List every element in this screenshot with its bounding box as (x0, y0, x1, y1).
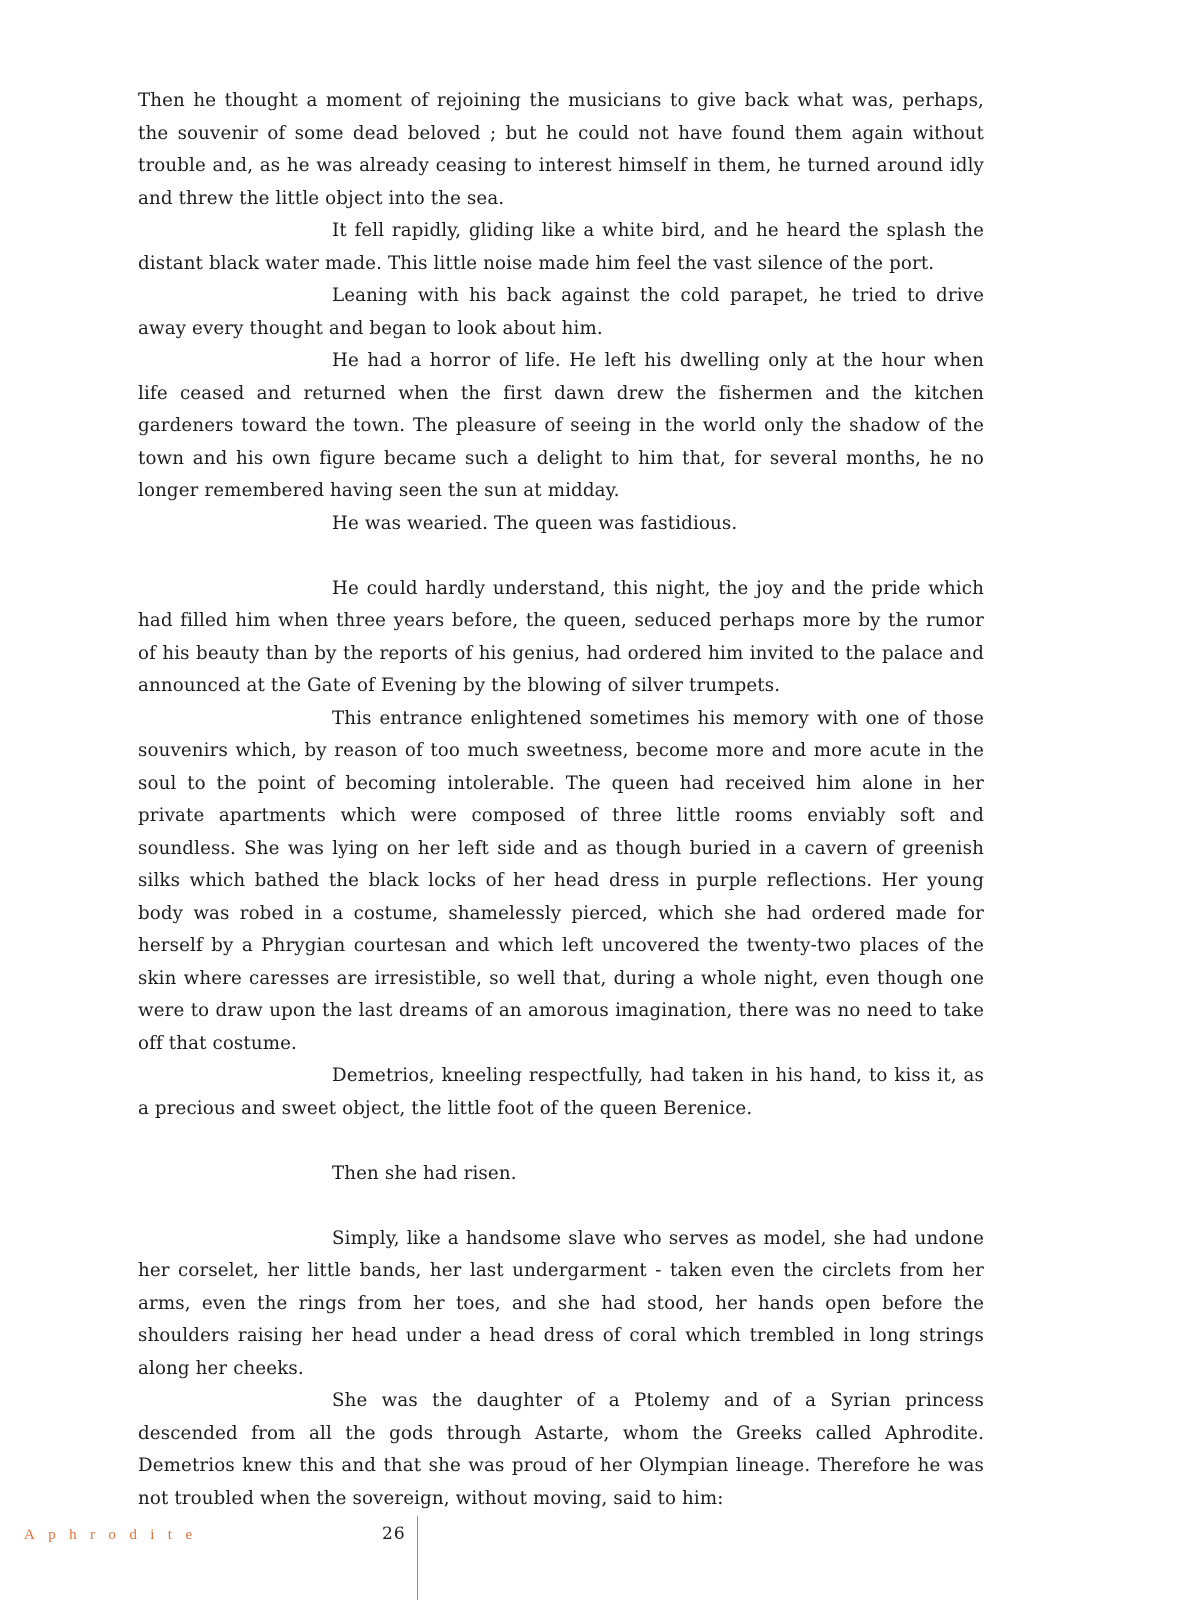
paragraph: He could hardly understand, this night, the joy and the pride which had filled him when three years before, the queen, seduced perhaps more by the rumor of his beauty than by the reports of his genius, had ordered him invited to the palace and announced at the Gate of Evening by the blowing of silver trumpets. (138, 577, 984, 696)
paragraph: This entrance enlightened sometimes his memory with one of those souvenirs which, by reason of too much sweetness, become more and more acute in the soul to the point of becoming intolerable. The queen had received him alone in her private apartments which were composed of three little rooms enviably soft and soundless. She was lying on her left side and as though buried in a cavern of greenish silks which bathed the black locks of her head dress in purple reflections. Her young body was robed in a costume, shamelessly pierced, which she had ordered made for herself by a Phrygian courtesan and which left uncovered the twenty-two places of the skin where caresses are irresistible, so well that, during a whole night, even though one were to draw upon the last dreams of an amorous imagination, there was no need to take off that costume. (138, 707, 984, 1054)
footer-divider (417, 1516, 418, 1600)
running-footer-title: Aphrodite (24, 1527, 206, 1543)
page-body (138, 85, 984, 1515)
paragraph: She was the daughter of a Ptolemy and of a Syrian princess descended from all the gods through Astarte, whom the Greeks called Aphrodite. Demetrios knew this and that she was proud of her Olympian lineage. Therefore he was not troubled when the sovereign, without moving, said to him: (138, 1390, 984, 1509)
paragraph: It fell rapidly, gliding like a white bird, and he heard the splash the distant black water made. This little noise made him feel the vast silence of the port. (138, 220, 984, 274)
paragraph: He had a horror of life. He left his dwelling only at the hour when life ceased and returned when the first dawn drew the fishermen and the kitchen gardeners toward the town. The pleasure of seeing in the world only the shadow of the town and his own figure became such a delight to him that, for several months, he no longer remembered having seen the sun at midday. (138, 350, 984, 501)
paragraph: Simply, like a handsome slave who serves as model, she had undone her corselet, her little bands, her last undergarment - taken even the circlets from her arms, even the rings from her toes, and she had stood, her hands open before the shoulders raising her head under a head dress of coral which trembled in long strings along her cheeks. (138, 1227, 984, 1379)
paragraph: Then she had risen. (332, 1162, 517, 1184)
paragraph: Demetrios, kneeling respectfully, had taken in his hand, to kiss it, as a precious and sweet object, the little foot of the queen Berenice. (138, 1065, 984, 1119)
paragraph: Then he thought a moment of rejoining the musicians to give back what was, perhaps, the souvenir of some dead beloved ; but he could not have found them again without trouble and, as he was already ceasing to interest himself in them, he turned around idly and threw the little object into the sea. (138, 90, 984, 209)
paragraph: He was wearied. The queen was fastidious. (332, 512, 738, 534)
page-number: 26 (382, 1524, 406, 1544)
paragraph: Leaning with his back against the cold parapet, he tried to drive away every thought and began to look about him. (138, 285, 984, 339)
